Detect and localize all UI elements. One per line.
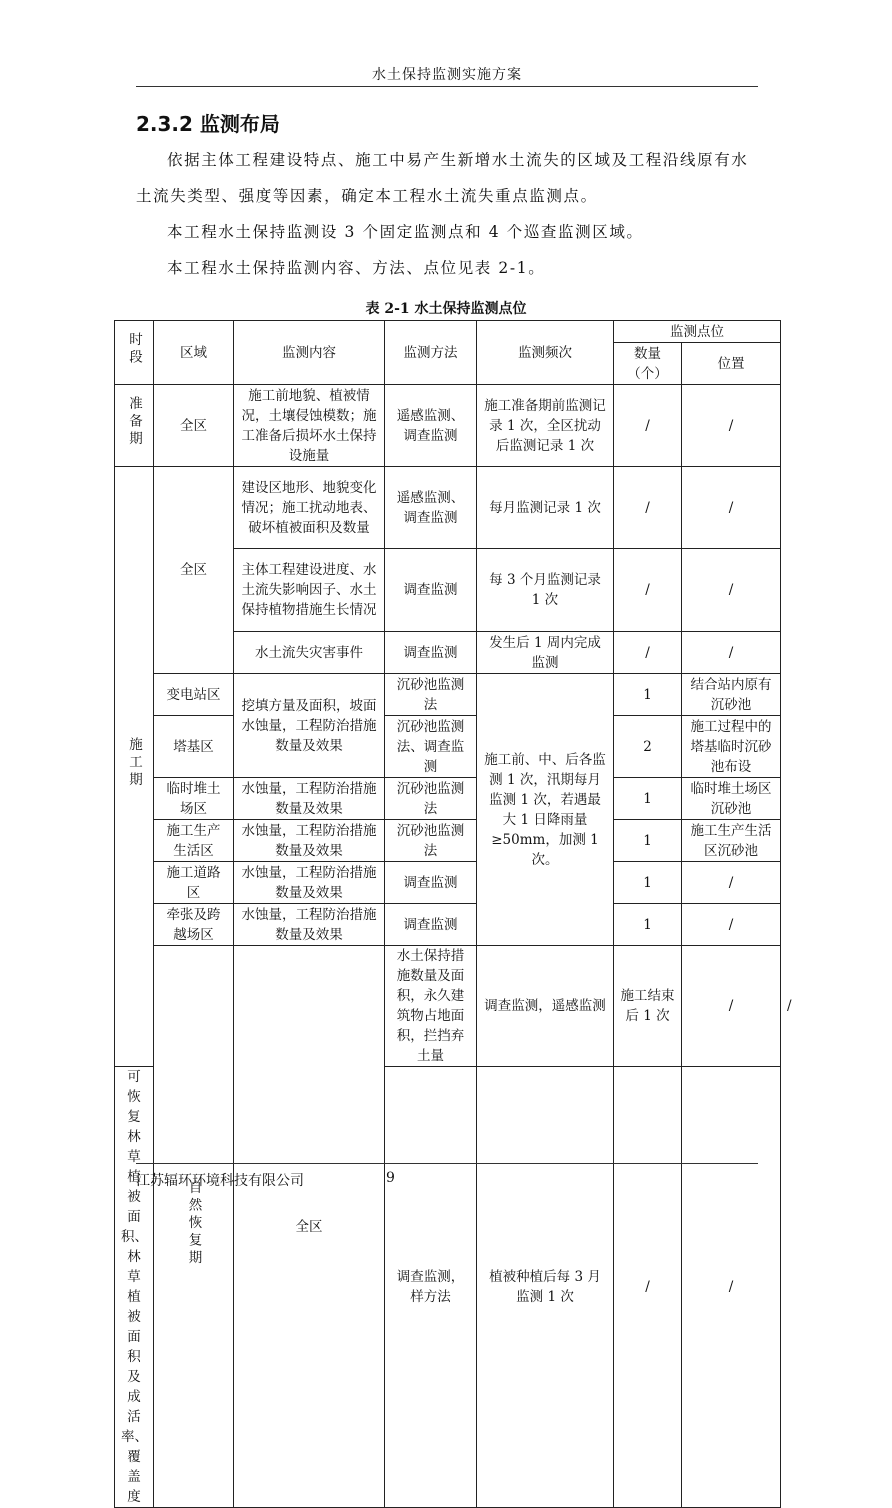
cell-method: 遥感监测、调查监测 [385, 385, 477, 467]
period-prep: 准备期 [115, 385, 154, 467]
header-location: 位置 [682, 343, 781, 385]
table-caption: 表 2-1 水土保持监测点位 [365, 301, 527, 317]
cell-content: 可恢复林草植被面积、林草植被面积及成活率、覆盖度 [115, 1067, 154, 1508]
cell-content: 建设区地形、地貌变化情况；施工扰动地表、破坏植被面积及数量 [234, 467, 385, 549]
cell-frequency: 施工准备期前监测记录 1 次，全区扰动后监测记录 1 次 [477, 385, 614, 467]
cell-count: / [614, 632, 682, 674]
period-recovery: 自然恢复期 [154, 946, 234, 1508]
cell-area: 施工道路区 [154, 862, 234, 904]
cell-frequency: 施工前、中、后各监测 1 次，汛期每月监测 1 次，若遇最大 1 日降雨量≥50mm，加测 1 次。 [477, 674, 614, 946]
header-content: 监测内容 [234, 321, 385, 385]
cell-content: 水土流失灾害事件 [234, 632, 385, 674]
cell-count: 1 [614, 674, 682, 716]
paragraph-1: 依据主体工程建设特点、施工中易产生新增水土流失的区域及工程沿线原有水土流失类型、强度等因素，确定本工程水土流失重点监测点。 [136, 151, 749, 205]
cell-method: 调查监测，样方法 [385, 1067, 477, 1508]
footer-company: 江苏辐环环境科技有限公司 [136, 1173, 304, 1189]
cell-method: 沉砂池监测法 [385, 820, 477, 862]
cell-count: 1 [614, 778, 682, 820]
header-period: 时段 [115, 321, 154, 385]
cell-location: 结合站内原有沉砂池 [682, 674, 781, 716]
cell-frequency: 每 3 个月监测记录 1 次 [477, 549, 614, 632]
table-row [115, 820, 781, 862]
cell-area: 施工生产生活区 [154, 820, 234, 862]
cell-area: 牵张及跨越场区 [154, 904, 234, 946]
period-construction: 施工期 [115, 467, 154, 1067]
cell-content: 水蚀量，工程防治措施数量及效果 [234, 862, 385, 904]
cell-location: 临时堆土场区沉砂池 [682, 778, 781, 820]
cell-location: / [682, 549, 781, 632]
table-row [115, 862, 781, 904]
cell-content: 水土保持措施数量及面积，永久建筑物占地面积，拦挡弃土量 [385, 946, 477, 1067]
cell-method: 调查监测，遥感监测 [477, 946, 614, 1067]
cell-count: 2 [614, 716, 682, 778]
cell-frequency: 发生后 1 周内完成监测 [477, 632, 614, 674]
cell-location: 施工过程中的塔基临时沉砂池布设 [682, 716, 781, 778]
cell-count: / [614, 1067, 682, 1508]
paragraph-3: 本工程水土保持监测内容、方法、点位见表 2-1。 [167, 259, 546, 277]
cell-content: 水蚀量，工程防治措施数量及效果 [234, 904, 385, 946]
cell-area: 临时堆土场区 [154, 778, 234, 820]
cell-count: 1 [614, 904, 682, 946]
cell-location: 施工生产生活区沉砂池 [682, 820, 781, 862]
cell-content: 施工前地貌、植被情况，土壤侵蚀模数；施工准备后损坏水土保持设施量 [234, 385, 385, 467]
cell-content: 水蚀量，工程防治措施数量及效果 [234, 820, 385, 862]
cell-frequency: 每月监测记录 1 次 [477, 467, 614, 549]
table-row [115, 674, 781, 716]
cell-count: / [614, 385, 682, 467]
table-row [115, 467, 781, 549]
cell-frequency: 施工结束后 1 次 [614, 946, 682, 1067]
cell-count: / [614, 549, 682, 632]
cell-content: 水蚀量，工程防治措施数量及效果 [234, 778, 385, 820]
cell-method: 沉砂池监测法 [385, 674, 477, 716]
cell-location: / [682, 862, 781, 904]
cell-area: 全区 [154, 467, 234, 674]
cell-count: / [682, 946, 781, 1067]
header-count: 数量（个） [614, 343, 682, 385]
cell-location: / [682, 904, 781, 946]
paragraph-2: 本工程水土保持监测设 3 个固定监测点和 4 个巡查监测区域。 [167, 223, 644, 241]
cell-method: 沉砂池监测法 [385, 778, 477, 820]
table-row: 自然恢复期 全区 水土保持措施数量及面积，永久建筑物占地面积，拦挡弃土量 调查监测，遥感监测 施工结束后 1 次 / / [115, 946, 781, 1067]
cell-area: 全区 [234, 946, 385, 1508]
cell-location: / [682, 1067, 781, 1508]
cell-method: 遥感监测、调查监测 [385, 467, 477, 549]
cell-location: / [682, 467, 781, 549]
cell-area: 塔基区 [154, 716, 234, 778]
page-number: 9 [386, 1170, 395, 1186]
table-row [115, 778, 781, 820]
monitoring-points-table [114, 320, 792, 1508]
cell-area: 变电站区 [154, 674, 234, 716]
cell-method: 调查监测 [385, 904, 477, 946]
header-points-group: 监测点位 [614, 321, 781, 343]
cell-content: 挖填方量及面积，坡面水蚀量，工程防治措施数量及效果 [234, 674, 385, 778]
running-header: 水土保持监测实施方案 [136, 64, 758, 87]
cell-frequency: 植被种植后每 3 月监测 1 次 [477, 1067, 614, 1508]
cell-count: 1 [614, 862, 682, 904]
header-row [115, 321, 781, 343]
table-row [115, 716, 781, 778]
cell-method: 调查监测 [385, 549, 477, 632]
footer-divider [136, 1163, 758, 1164]
section-heading: 2.3.2 监测布局 [136, 112, 280, 136]
cell-count: 1 [614, 820, 682, 862]
header-area: 区域 [154, 321, 234, 385]
table-row [115, 904, 781, 946]
cell-method: 调查监测 [385, 632, 477, 674]
header-method: 监测方法 [385, 321, 477, 385]
cell-content: 主体工程建设进度、水土流失影响因子、水土保持植物措施生长情况 [234, 549, 385, 632]
cell-location: / [682, 632, 781, 674]
header-frequency: 监测频次 [477, 321, 614, 385]
cell-area: 全区 [154, 385, 234, 467]
cell-count: / [614, 467, 682, 549]
cell-method: 调查监测 [385, 862, 477, 904]
table-row [115, 385, 781, 467]
cell-location: / [682, 385, 781, 467]
cell-method: 沉砂池监测法、调查监测 [385, 716, 477, 778]
